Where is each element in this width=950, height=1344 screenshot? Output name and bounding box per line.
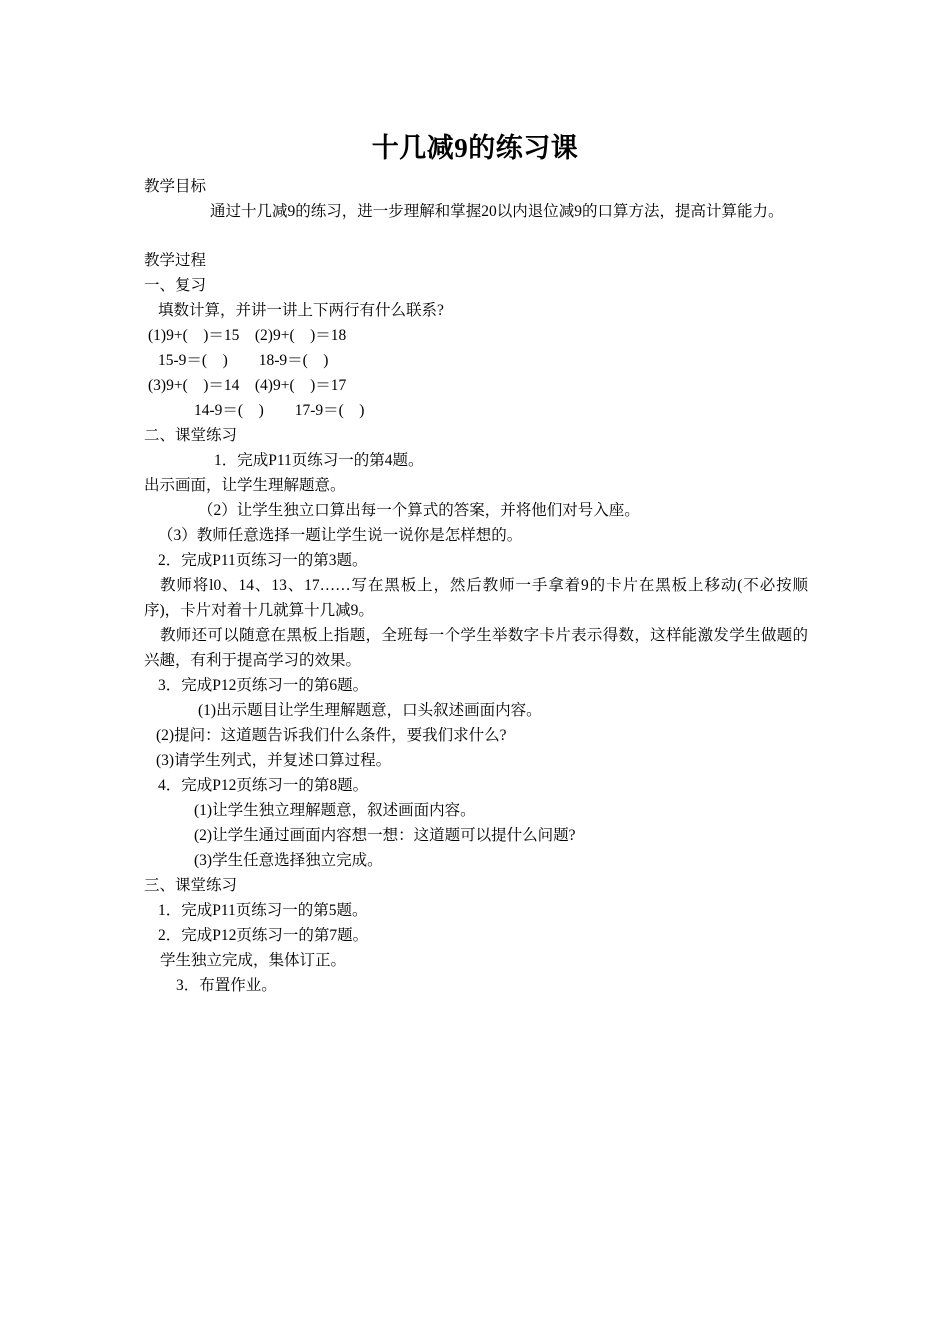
practice3-note: 学生独立完成，集体订正。: [160, 952, 347, 969]
practice-item-3: 3．完成P12页练习一的第6题。: [158, 677, 369, 694]
exercise-row-4: 14-9＝( ) 17-9＝( ): [194, 402, 365, 419]
practice-note-1: 出示画面，让学生理解题意。: [144, 477, 346, 494]
item-4-step-2: (2)让学生通过画面内容想一想：这道题可以提什么问题?: [194, 827, 576, 844]
review-instruction: 填数计算，并讲一讲上下两行有什么联系?: [158, 302, 444, 319]
item-3-step-1: (1)出示题目让学生理解题意，口头叙述画面内容。: [198, 702, 542, 719]
practice3-item-2: 2．完成P12页练习一的第7题。: [158, 927, 369, 944]
document-title: 十几减9的练习课: [371, 133, 579, 163]
practice-sub-2: （2）让学生独立口算出每一个算式的答案，并将他们对号入座。: [198, 502, 640, 519]
practice-item-1: 1．完成P11页练习一的第4题。: [214, 452, 424, 469]
section-heading-class-practice: 二、课堂练习: [144, 427, 238, 444]
heading-teaching-process: 教学过程: [144, 252, 207, 269]
heading-teaching-goals: 教学目标: [144, 178, 207, 195]
practice3-item-1: 1．完成P11页练习一的第5题。: [158, 902, 368, 919]
exercise-row-1: (1)9+( )＝15 (2)9+( )＝18: [148, 327, 347, 344]
exercise-row-2: 15-9＝( ) 18-9＝( ): [158, 352, 329, 369]
item-3-step-3: (3)请学生列式，并复述口算过程。: [156, 752, 392, 769]
item-4-step-1: (1)让学生独立理解题意，叙述画面内容。: [194, 802, 476, 819]
section-heading-class-practice-3: 三、课堂练习: [144, 877, 238, 894]
paragraph-blackboard-cards: 教师将l0、14、13、17……写在黑板上，然后教师一手拿着9的卡片在黑板上移动(不必按顺序)，卡片对着十几就算十几减9。: [144, 577, 808, 619]
item-4-step-3: (3)学生任意选择独立完成。: [194, 852, 383, 869]
exercise-row-3: (3)9+( )＝14 (4)9+( )＝17: [148, 377, 347, 394]
paragraph-goal-text: 通过十几减9的练习，进一步理解和掌握20以内退位减9的口算方法，提高计算能力。: [210, 203, 784, 220]
section-heading-review: 一、复习: [144, 277, 207, 294]
practice-item-4: 4．完成P12页练习一的第8题。: [158, 777, 369, 794]
practice-item-2: 2．完成P11页练习一的第3题。: [158, 552, 368, 569]
paragraph-number-cards: 教师还可以随意在黑板上指题，全班每一个学生举数字卡片表示得数，这样能激发学生做题的兴趣，有利于提高学习的效果。: [144, 627, 808, 669]
practice-sub-3: （3）教师任意选择一题让学生说一说你是怎样想的。: [158, 527, 523, 544]
homework-item: 3．布置作业。: [176, 977, 277, 994]
item-3-step-2: (2)提问：这道题告诉我们什么条件，要我们求什么?: [156, 727, 507, 744]
